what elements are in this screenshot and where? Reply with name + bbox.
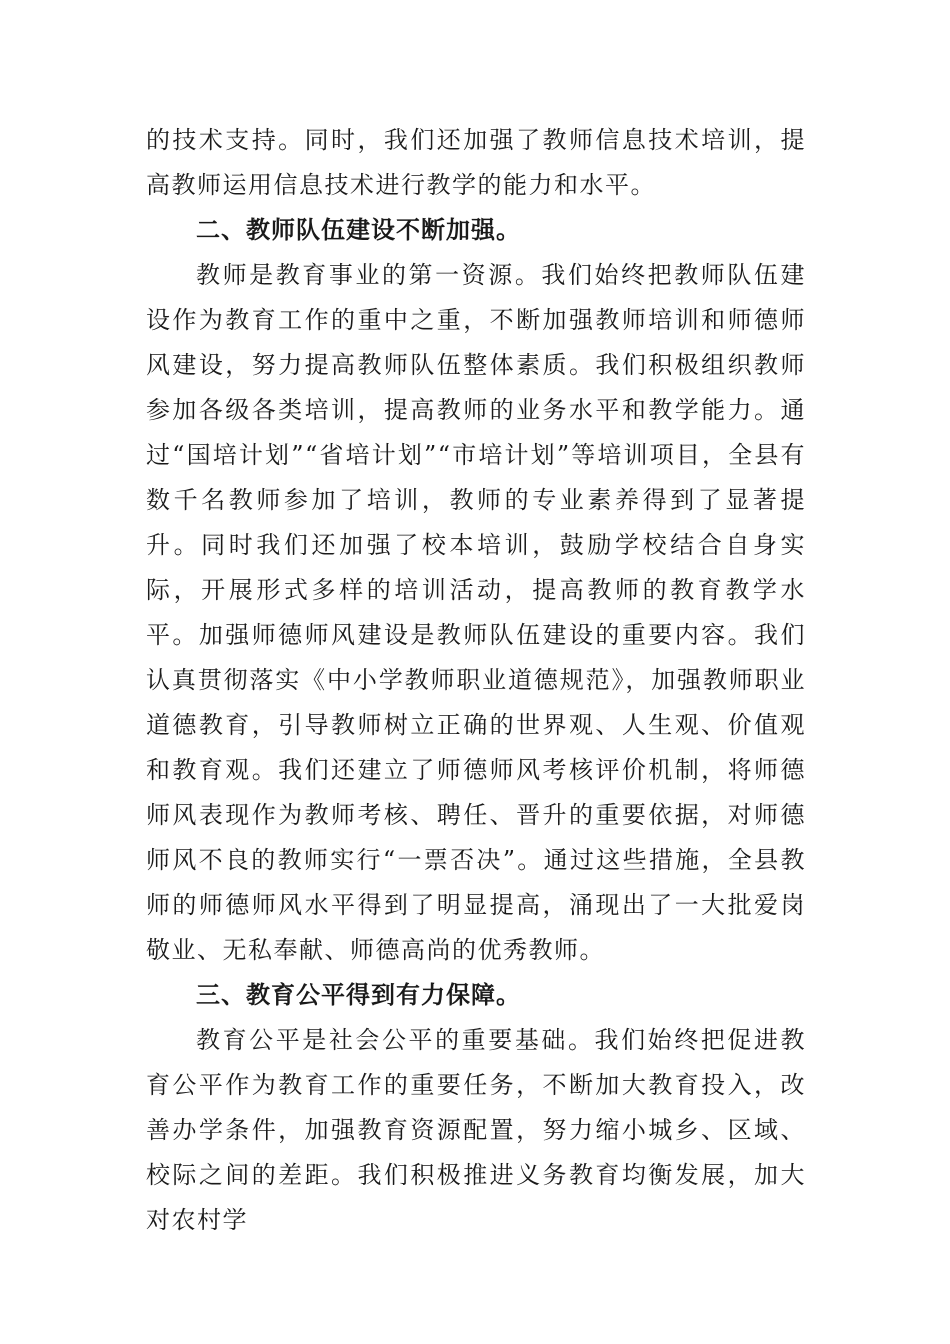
section-heading-3: 三、教育公平得到有力保障。 (196, 981, 521, 1009)
paragraph-equity: 教育公平是社会公平的重要基础。我们始终把促进教育公平作为教育工作的重要任务，不断加大教育投入，改善办学条件，加强教育资源配置，努力缩小城乡、区域、校际之间的差距。我们积极推进义务教育均衡发展，加大对农村学 (146, 1026, 806, 1234)
section-heading-2: 二、教师队伍建设不断加强。 (196, 216, 521, 244)
paragraph-teachers: 教师是教育事业的第一资源。我们始终把教师队伍建设作为教育工作的重中之重，不断加强教师培训和师德师风建设，努力提高教师队伍整体素质。我们积极组织教师参加各级各类培训，提高教师的业务水平和教学能力。通过“国培计划”“省培计划”“市培计划”等培训项目，全县有数千名教师参加了培训，教师的专业素养得到了显著提升。同时我们还加强了校本培训，鼓励学校结合自身实际，开展形式多样的培训活动，提高教师的教育教学水平。加强师德师风建设是教师队伍建设的重要内容。我们认真贯彻落实《中小学教师职业道德规范》，加强教师职业道德教育，引导教师树立正确的世界观、人生观、价值观和教育观。我们还建立了师德师风考核评价机制，将师德师风表现作为教师考核、聘任、晋升的重要依据，对师德师风不良的教师实行“一票否决”。通过这些措施，全县教师的师德师风水平得到了明显提高，涌现出了一大批爱岗敬业、无私奉献、师德高尚的优秀教师。 (146, 261, 806, 964)
paragraph-continued: 的技术支持。同时，我们还加强了教师信息技术培训，提高教师运用信息技术进行教学的能力和水平。 (146, 126, 806, 199)
document-body (146, 118, 806, 1243)
